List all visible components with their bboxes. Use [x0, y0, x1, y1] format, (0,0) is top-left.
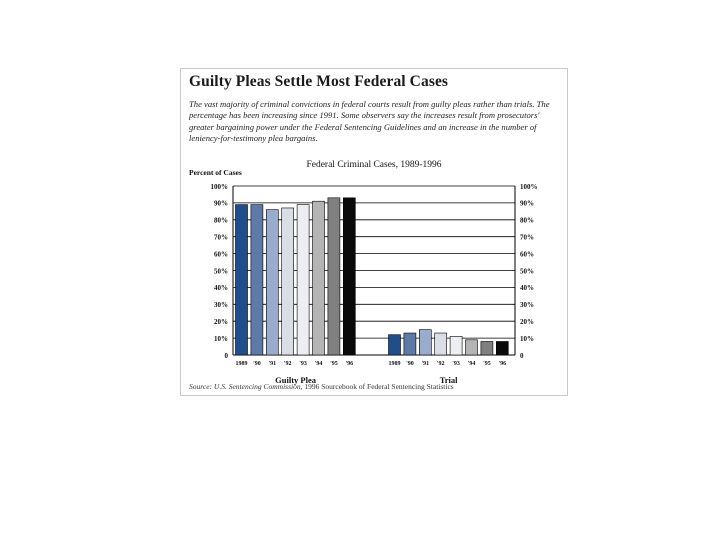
x-tick-label: '95 [483, 361, 491, 367]
y-tick-label-right: 90% [520, 199, 534, 208]
bar-trial-2 [419, 330, 431, 355]
y-tick-label-left: 70% [214, 233, 228, 242]
x-tick-label: '93 [452, 361, 460, 367]
x-tick-label: '93 [299, 361, 307, 367]
x-tick-label: '94 [467, 361, 476, 367]
bar-guilty-plea-0 [236, 205, 248, 355]
bar-trial-6 [481, 341, 493, 355]
y-tick-label-left: 0 [224, 351, 228, 360]
y-tick-label-right: 80% [520, 216, 534, 225]
bar-trial-3 [435, 333, 447, 355]
y-tick-label-left: 10% [214, 334, 228, 343]
bar-chart [181, 69, 567, 395]
x-tick-label: '96 [498, 361, 507, 367]
x-tick-label: '95 [330, 361, 338, 367]
bar-guilty-plea-1 [251, 205, 263, 355]
y-tick-label-left: 30% [214, 301, 228, 310]
chart-title: Federal Criminal Cases, 1989-1996 [306, 160, 442, 170]
x-tick-label: '92 [436, 361, 445, 367]
y-tick-label-right: 10% [520, 334, 534, 343]
x-tick-label: '91 [421, 361, 430, 367]
x-tick-label: '92 [283, 361, 292, 367]
bar-trial-7 [496, 341, 508, 355]
y-tick-label-left: 20% [214, 318, 228, 326]
bar-guilty-plea-5 [313, 201, 325, 355]
bar-guilty-plea-4 [297, 205, 309, 355]
y-tick-label-left: 90% [214, 199, 228, 208]
y-tick-label-right: 20% [520, 318, 534, 326]
y-tick-label-right: 40% [520, 284, 534, 293]
bar-guilty-plea-3 [282, 208, 294, 355]
group-label: Guilty Plea [275, 375, 317, 385]
y-tick-label-left: 60% [214, 250, 228, 259]
y-tick-label-right: 50% [520, 267, 534, 276]
figure-title: Guilty Pleas Settle Most Federal Cases [189, 73, 449, 90]
source-note [189, 382, 454, 391]
y-tick-label-left: 40% [214, 284, 228, 293]
bar-trial-5 [466, 340, 478, 355]
y-tick-label-right: 60% [520, 250, 534, 259]
group-label: Trial [439, 375, 458, 385]
y-tick-label-left: 50% [214, 267, 228, 276]
source-title: 1996 Sourcebook of Federal Sentencing Statistics [304, 382, 454, 391]
y-tick-label-left: 80% [214, 216, 228, 225]
y-axis-label: Percent of Cases [189, 168, 242, 177]
bar-guilty-plea-7 [343, 198, 355, 355]
y-tick-label-left: 100% [210, 182, 228, 191]
x-tick-label: 1989 [235, 361, 248, 367]
bar-guilty-plea-2 [266, 210, 278, 355]
y-tick-label-right: 70% [520, 233, 534, 242]
chart-figure [180, 68, 568, 396]
x-tick-label: '96 [345, 361, 354, 367]
x-tick-label: '91 [268, 361, 277, 367]
y-tick-label-right: 0 [520, 351, 524, 360]
source-prefix: Source: U.S. Sentencing Commission, [189, 382, 303, 391]
x-tick-label: '90 [406, 361, 414, 367]
x-tick-label: '94 [314, 361, 323, 367]
x-tick-label: '90 [253, 361, 261, 367]
bar-trial-1 [404, 333, 416, 355]
bar-trial-0 [389, 335, 401, 355]
y-tick-label-right: 30% [520, 301, 534, 310]
bar-trial-4 [450, 336, 462, 355]
bar-guilty-plea-6 [328, 198, 340, 355]
y-tick-label-right: 100% [520, 182, 538, 191]
x-tick-label: 1989 [388, 361, 401, 367]
figure-intro: The vast majority of criminal convictions in federal courts result from guilty pleas rather than trials. The percentage has been increasing since 1991. Some observers say the increases result from prosecutors' greater bargaining power under the Federal Sentencing Guidelines and an increase in the number of leniency-for-testimony plea bargains. [189, 99, 550, 143]
